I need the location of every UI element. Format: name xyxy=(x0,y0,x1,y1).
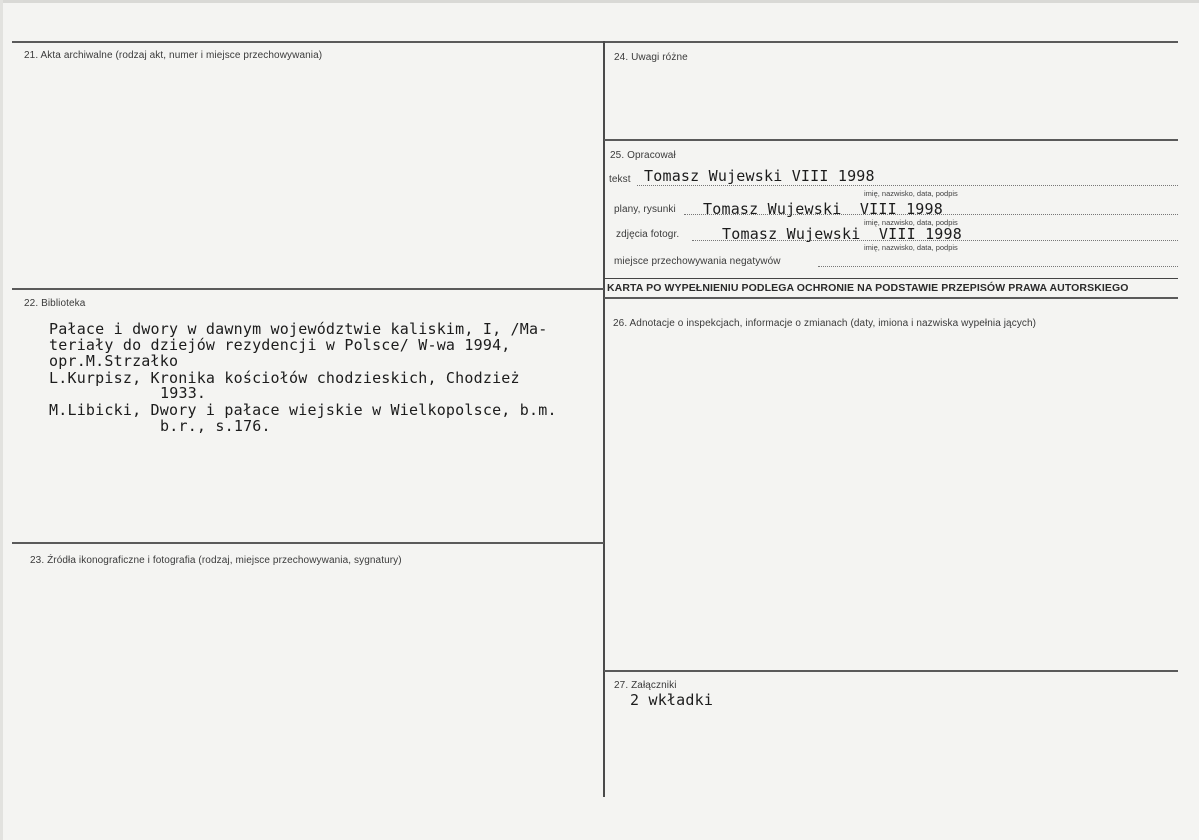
card-top-edge xyxy=(0,0,1199,3)
plans-author-label: plany, rysunki xyxy=(614,204,676,215)
plans-author-value: Tomasz Wujewski VIII 1998 xyxy=(703,200,943,218)
section-26-label: 26. Adnotacje o inspekcjach, informacje o zmianach (daty, imiona i nazwiska wypełnia jących) xyxy=(613,318,1037,329)
library-line: teriały do dziejów rezydencji w Polsce/ W-wa 1994, xyxy=(49,336,511,354)
text-author-line xyxy=(637,185,1178,186)
copyright-notice: KARTA PO WYPEŁNIENIU PODLEGA OCHRONIE NA PODSTAWIE PRZEPISÓW PRAWA AUTORSKIEGO xyxy=(607,282,1129,294)
rule-22-23 xyxy=(12,542,604,544)
negatives-location-label: miejsce przechowywania negatywów xyxy=(614,256,781,267)
text-author-hint: imię, nazwisko, data, podpis xyxy=(864,189,958,198)
photos-author-label: zdjęcia fotogr. xyxy=(616,229,680,240)
section-27-label: 27. Załączniki xyxy=(614,680,677,691)
center-divider xyxy=(603,41,605,797)
section-22-label: 22. Biblioteka xyxy=(24,298,86,309)
library-line: Pałace i dwory w dawnym województwie kaliskim, I, /Ma- xyxy=(49,320,548,338)
top-rule xyxy=(12,41,1178,43)
section-25-label: 25. Opracował xyxy=(610,150,676,161)
text-author-label: tekst xyxy=(609,174,631,185)
section-24-label: 24. Uwagi różne xyxy=(614,52,688,63)
plans-author-hint: imię, nazwisko, data, podpis xyxy=(864,218,958,227)
negatives-location-line xyxy=(818,266,1178,267)
library-line: M.Libicki, Dwory i pałace wiejskie w Wielkopolsce, b.m. xyxy=(49,401,557,419)
photos-author-hint: imię, nazwisko, data, podpis xyxy=(864,243,958,252)
rule-26-27 xyxy=(604,670,1178,672)
text-author-value: Tomasz Wujewski VIII 1998 xyxy=(644,167,875,185)
photos-author-value: Tomasz Wujewski VIII 1998 xyxy=(722,225,962,243)
attachments-value: 2 wkładki xyxy=(630,691,714,709)
card-left-edge xyxy=(0,0,3,840)
rule-notice-bottom xyxy=(604,297,1178,299)
library-line: b.r., s.176. xyxy=(160,417,271,435)
rule-notice-top xyxy=(604,278,1178,279)
section-23-label: 23. Źródła ikonograficzne i fotografia (rodzaj, miejsce przechowywania, sygnatury) xyxy=(30,555,402,566)
library-line: 1933. xyxy=(160,384,207,402)
library-line: L.Kurpisz, Kronika kościołów chodzieskich, Chodzież xyxy=(49,369,520,387)
rule-21-22 xyxy=(12,288,604,290)
library-line: opr.M.Strzałko xyxy=(49,352,179,370)
section-21-label: 21. Akta archiwalne (rodzaj akt, numer i miejsce przechowywania) xyxy=(24,50,323,61)
rule-24-25 xyxy=(604,139,1178,141)
